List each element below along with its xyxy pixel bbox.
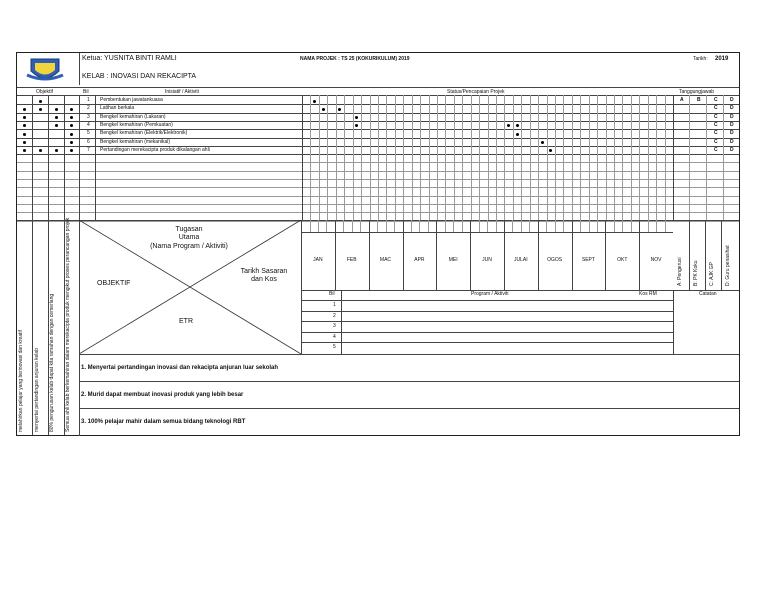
grid-line	[377, 220, 378, 232]
grid-line	[395, 95, 396, 220]
grid-line	[631, 220, 632, 232]
grid-line	[488, 95, 489, 220]
grid-line	[370, 95, 371, 220]
row-activity: Latihan berkala	[100, 105, 135, 112]
objective-mark	[23, 116, 26, 119]
program-bil-number: 1	[333, 302, 336, 308]
kelab-label: KELAB : INOVASI DAN REKACIPTA	[82, 73, 197, 80]
crest-icon	[23, 55, 67, 83]
row-resp: B	[697, 97, 701, 103]
grid-line	[546, 220, 547, 232]
bil-header: Bil	[83, 89, 89, 95]
objective-text: 2. Murid dapat membuat inovasi produk yang lebih besar	[81, 392, 244, 398]
grid-line	[319, 95, 320, 220]
grid-line	[394, 220, 395, 232]
grid-line	[302, 95, 303, 220]
grid-line	[689, 95, 690, 220]
grid-line	[32, 220, 33, 435]
objectives-vertical-block	[17, 217, 79, 435]
row-bil: 6	[87, 138, 90, 145]
grid-line	[64, 95, 65, 220]
tarikh-value: 2019	[715, 56, 729, 62]
grid-line	[648, 95, 649, 220]
row-activity: Bengkel kemahiran (mekanikal)	[100, 138, 171, 145]
grid-line	[344, 95, 345, 220]
grid-line	[580, 220, 581, 232]
objective-mark	[23, 124, 26, 127]
grid-line	[479, 95, 480, 220]
month-label: MAC	[379, 257, 392, 263]
month-label: OKT	[617, 257, 628, 263]
grid-line	[639, 220, 640, 290]
program-catatan-header: Catatan	[699, 291, 717, 297]
grid-line	[479, 220, 480, 232]
x-matrix	[79, 220, 301, 354]
grid-line	[32, 95, 33, 220]
month-label: APR	[414, 257, 425, 263]
grid-line	[530, 95, 531, 220]
month-label: MEI	[448, 257, 458, 263]
grid-line	[79, 408, 739, 409]
grid-line	[301, 332, 673, 333]
grid-line	[454, 95, 455, 220]
row-bil: 3	[87, 113, 90, 120]
month-label: JULAI	[513, 257, 528, 263]
row-resp: C	[714, 130, 718, 137]
grid-line	[512, 220, 513, 232]
row-activity: Bengkel kemahiran (Lakaran)	[100, 113, 166, 120]
grid-line	[411, 220, 412, 232]
grid-line	[521, 220, 522, 232]
objective-mark	[70, 116, 73, 119]
objective-text: 3. 100% pelajar mahir dalam semua bidang teknologi RBT	[81, 419, 246, 425]
status-mark	[507, 124, 510, 127]
grid-line	[79, 381, 739, 382]
grid-line	[386, 220, 387, 232]
row-resp: C	[714, 105, 718, 112]
row-resp: A	[680, 97, 684, 103]
grid-line	[436, 220, 437, 290]
row-resp: D	[730, 97, 734, 103]
grid-line	[597, 220, 598, 232]
grid-line	[665, 220, 666, 232]
objektif-header: Objektif	[36, 89, 53, 95]
objective-mark	[23, 108, 26, 111]
grid-line	[335, 220, 336, 290]
grid-line	[597, 95, 598, 220]
activity-table	[17, 87, 739, 220]
grid-line	[665, 95, 666, 220]
row-activity: Pembentukan jawatankuasa	[100, 97, 163, 103]
status-header: Status/Pencapaian Projek	[447, 89, 505, 95]
grid-line	[614, 220, 615, 232]
grid-line	[639, 95, 640, 220]
program-activity-header: Program / Aktiviti	[471, 291, 509, 297]
grid-line	[445, 220, 446, 232]
row-activity: Pertandingan merekacipta produk dikalangan ahli	[100, 146, 210, 153]
row-bil: 1	[87, 97, 90, 103]
objective-mark	[70, 133, 73, 136]
grid-line	[504, 95, 505, 220]
grid-line	[656, 95, 657, 220]
grid-line	[471, 95, 472, 220]
program-bil-number: 4	[333, 333, 336, 340]
grid-line	[412, 95, 413, 220]
row-resp: D	[730, 130, 734, 137]
planning-sheet	[16, 52, 740, 436]
status-mark	[516, 133, 519, 136]
objective-vertical-text: melahirkan pelajar yang berinovasi dan kreatif	[18, 329, 24, 432]
grid-line	[301, 232, 673, 233]
grid-line	[95, 95, 96, 220]
objective-mark	[55, 124, 58, 127]
grid-line	[470, 220, 471, 290]
grid-line	[572, 220, 573, 290]
grid-line	[462, 95, 463, 220]
row-activity: Bengkel kemahiran (Pemkuatan)	[100, 121, 173, 128]
objectives-list	[79, 354, 739, 436]
grid-line	[563, 95, 564, 220]
tarikh-label: Tarikh:	[693, 56, 708, 62]
grid-line	[589, 220, 590, 232]
grid-line	[360, 220, 361, 232]
grid-line	[605, 220, 606, 290]
program-kos-header: Kos RM	[639, 291, 657, 297]
grid-line	[529, 220, 530, 232]
grid-line	[487, 220, 488, 232]
etr-label: ETR	[179, 318, 193, 325]
grid-line	[419, 220, 420, 232]
grid-line	[689, 220, 690, 290]
program-bil-header: Bil	[329, 291, 335, 297]
grid-line	[336, 95, 337, 220]
grid-line	[572, 95, 573, 220]
row-resp: D	[730, 121, 734, 128]
tanggungjawab-header: Tanggungjawab	[679, 89, 715, 95]
grid-line	[614, 95, 615, 220]
legend-text: D: Guru penasihat	[725, 245, 731, 286]
grid-line	[673, 290, 674, 354]
grid-line	[326, 220, 327, 232]
grid-line	[428, 220, 429, 232]
grid-line	[580, 95, 581, 220]
school-logo	[23, 55, 67, 83]
objective-vertical-text: Semua ahli kelab berkemahiran dalam merekacipta produk mengikut proses perancangan projek	[64, 217, 71, 432]
program-bil-number: 3	[333, 323, 336, 329]
grid-line	[310, 95, 311, 220]
objective-mark	[70, 141, 73, 144]
ketua-label: Ketua: YUSNITA BINTI RAMLI	[82, 55, 177, 62]
program-table	[301, 290, 739, 354]
status-mark	[541, 141, 544, 144]
row-bil: 4	[87, 121, 90, 128]
grid-line	[310, 220, 311, 232]
objective-mark	[39, 108, 42, 111]
grid-line	[352, 220, 353, 232]
grid-line	[721, 220, 722, 290]
grid-line	[705, 220, 706, 290]
row-resp: D	[730, 146, 734, 153]
row-bil: 7	[87, 146, 90, 153]
tugasan-label: Tugasan Utama (Nama Program / Aktiviti)	[150, 226, 228, 250]
status-mark	[338, 108, 341, 111]
inisiatif-header: Inisiatif / Aktiviti	[165, 89, 199, 95]
grid-line	[555, 95, 556, 220]
objective-mark	[55, 149, 58, 152]
row-resp: C	[714, 121, 718, 128]
grid-line	[648, 220, 649, 232]
grid-line	[403, 95, 404, 220]
status-mark	[322, 108, 325, 111]
grid-line	[353, 95, 354, 220]
grid-line	[462, 220, 463, 232]
grid-line	[386, 95, 387, 220]
status-mark	[355, 124, 358, 127]
row-resp: C	[714, 146, 718, 153]
grid-line	[673, 290, 739, 291]
objective-mark	[70, 108, 73, 111]
program-bil-number: 2	[333, 312, 336, 319]
grid-line	[378, 95, 379, 220]
tarikh-sasaran-label: Tarikh Sasaran dan Kos	[240, 268, 288, 284]
row-bil: 5	[87, 130, 90, 137]
grid-line	[521, 95, 522, 220]
grid-line	[301, 300, 673, 301]
month-label: SEPT	[581, 257, 595, 263]
objective-vertical-text: 80% pengurusan kelab dapat kita ramahan dengan cemerlang	[49, 293, 56, 432]
months-timeline	[301, 220, 673, 290]
program-bil-number: 5	[333, 344, 336, 350]
month-label: FEB	[346, 257, 357, 263]
grid-line	[301, 342, 673, 343]
row-resp: C	[714, 97, 718, 103]
row-resp: D	[730, 138, 734, 145]
grid-line	[327, 95, 328, 220]
grid-line	[301, 321, 673, 322]
grid-line	[513, 95, 514, 220]
grid-line	[496, 220, 497, 232]
objective-mark	[39, 149, 42, 152]
status-mark	[313, 100, 316, 103]
grid-line	[622, 220, 623, 232]
row-resp: D	[730, 113, 734, 120]
grid-line	[420, 95, 421, 220]
status-mark	[355, 116, 358, 119]
row-resp: C	[714, 113, 718, 120]
grid-line	[555, 220, 556, 232]
grid-line	[656, 220, 657, 232]
objective-mark	[55, 116, 58, 119]
row-resp: C	[714, 138, 718, 145]
grid-line	[301, 311, 673, 312]
objective-mark	[23, 133, 26, 136]
objective-vertical-text: menyertai pertandingan anjuran kelab	[33, 348, 40, 432]
grid-line	[48, 95, 49, 220]
grid-line	[538, 95, 539, 220]
grid-line	[369, 220, 370, 290]
grid-line	[403, 220, 404, 290]
grid-line	[437, 95, 438, 220]
grid-line	[723, 95, 724, 220]
grid-line	[343, 220, 344, 232]
project-name: NAMA PROJEK : TS 25 (KOKURIKULUM) 2019	[300, 56, 410, 62]
grid-line	[589, 95, 590, 220]
grid-line	[361, 95, 362, 220]
grid-line	[706, 95, 707, 220]
legend-text: C: AJK GP	[709, 262, 715, 286]
objective-mark	[55, 108, 58, 111]
month-label: NOV	[650, 257, 662, 263]
objektif-label: OBJEKTIF	[97, 280, 131, 287]
month-label: JUN	[482, 257, 492, 263]
objective-mark	[23, 149, 26, 152]
grid-line	[453, 220, 454, 232]
row-bil: 2	[87, 105, 90, 112]
row-resp: D	[730, 105, 734, 112]
grid-line	[631, 95, 632, 220]
grid-line	[318, 220, 319, 232]
objective-text: 1. Menyertai pertandingan inovasi dan rekacipta anjuran luar sekolah	[81, 365, 279, 371]
month-label: JAN	[313, 257, 323, 263]
grid-line	[445, 95, 446, 220]
grid-line	[79, 95, 80, 220]
status-mark	[549, 149, 552, 152]
objective-mark	[39, 100, 42, 103]
objective-mark	[70, 124, 73, 127]
responsibility-legend	[673, 220, 739, 290]
grid-line	[673, 95, 674, 220]
grid-line	[606, 95, 607, 220]
grid-line	[429, 95, 430, 220]
row-activity: Bengkel kemahiran (Elektrik/Elektronik)	[100, 130, 188, 137]
grid-line	[622, 95, 623, 220]
grid-line	[563, 220, 564, 232]
grid-line	[547, 95, 548, 220]
legend-text: A: Pengerusi	[677, 257, 683, 286]
grid-line	[538, 220, 539, 290]
legend-text: B: PK Koku	[693, 260, 699, 286]
objective-mark	[70, 149, 73, 152]
objective-mark	[23, 141, 26, 144]
status-mark	[516, 124, 519, 127]
grid-line	[504, 220, 505, 290]
grid-line	[496, 95, 497, 220]
month-label: OGOS	[547, 257, 563, 263]
